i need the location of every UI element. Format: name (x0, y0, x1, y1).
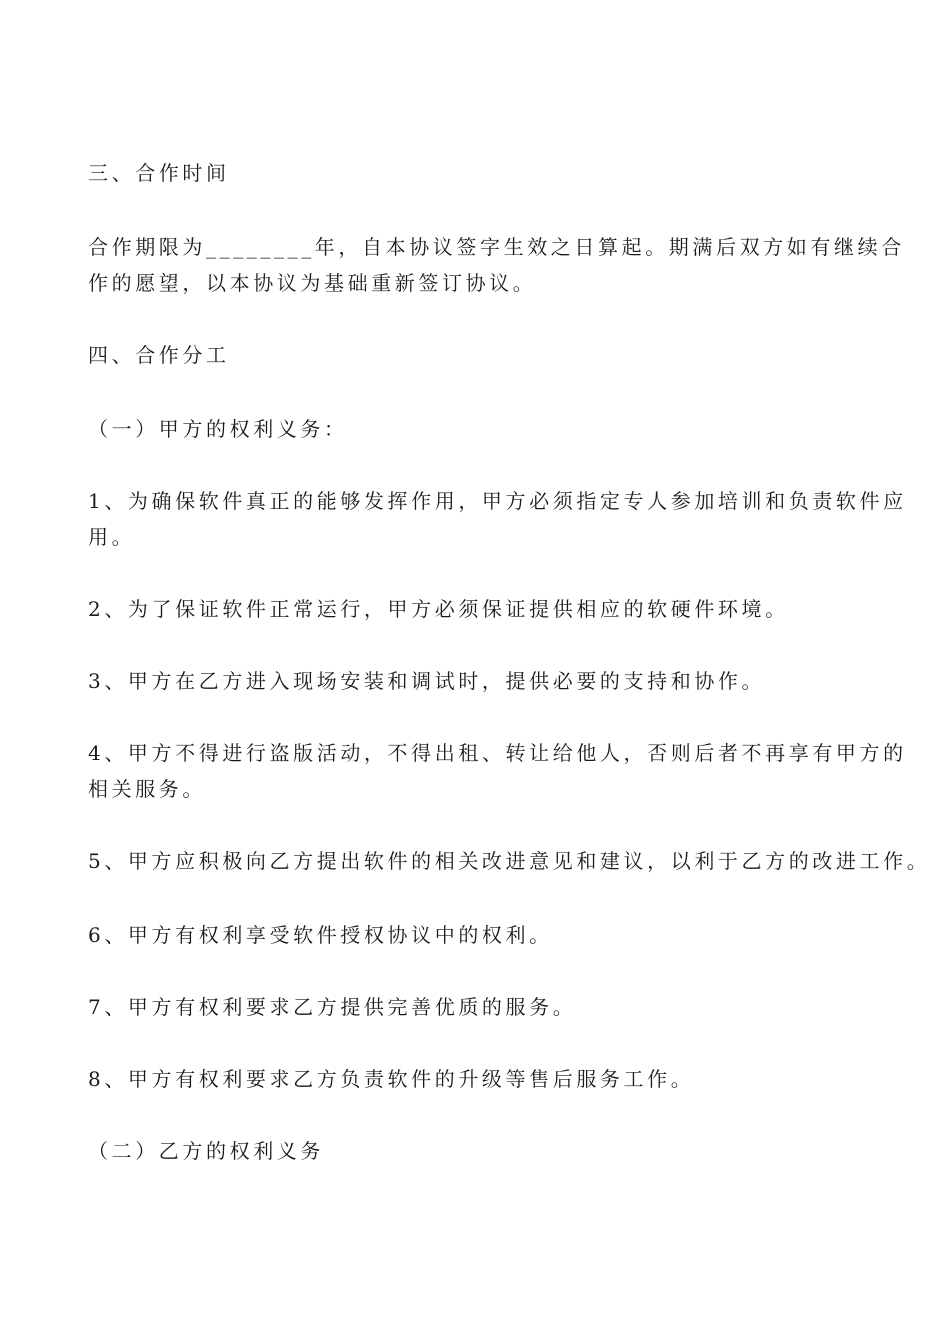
list-item-line: 3、甲方在乙方进入现场安装和调试时，提供必要的支持和协作。 (88, 669, 766, 693)
list-item-7 (88, 989, 878, 1025)
subsection-heading-text: （一）甲方的权利义务： (88, 417, 348, 441)
list-item-8 (88, 1061, 878, 1097)
list-item-line: 2、为了保证软件正常运行，甲方必须保证提供相应的软硬件环境。 (88, 597, 789, 621)
subsection-heading-party-a (88, 411, 878, 447)
subsection-heading-text: （二）乙方的权利义务 (88, 1139, 324, 1163)
paragraph-line: 作的愿望，以本协议为基础重新签订协议。 (88, 271, 537, 295)
list-item-line: 1、为确保软件真正的能够发挥作用，甲方必须指定专人参加培训和负责软件应 (88, 489, 907, 513)
list-item-line: 6、甲方有权利享受软件授权协议中的权利。 (88, 923, 553, 947)
paragraph-line: 合作期限为________年，自本协议签字生效之日算起。期满后双方如有继续合 (88, 235, 905, 259)
list-item-line: 8、甲方有权利要求乙方负责软件的升级等售后服务工作。 (88, 1067, 695, 1091)
list-item-line: 5、甲方应积极向乙方提出软件的相关改进意见和建议，以利于乙方的改进工作。 (88, 849, 931, 873)
list-item-2 (88, 591, 878, 627)
subsection-heading-party-b (88, 1133, 878, 1169)
paragraph-cooperation-term (88, 229, 905, 301)
list-item-line: 7、甲方有权利要求乙方提供完善优质的服务。 (88, 995, 577, 1019)
section-heading-division-of-work (88, 337, 878, 373)
section-heading-cooperation-time (88, 155, 878, 191)
list-item-5 (88, 843, 931, 879)
section-heading-text: 四、合作分工 (88, 343, 230, 367)
list-item-line: 4、甲方不得进行盗版活动，不得出租、转让给他人，否则后者不再享有甲方的 (88, 741, 907, 765)
list-item-3 (88, 663, 878, 699)
list-item-6 (88, 917, 878, 953)
list-item-1 (88, 483, 907, 555)
list-item-line: 相关服务。 (88, 777, 206, 801)
section-heading-text: 三、合作时间 (88, 161, 230, 185)
list-item-line: 用。 (88, 525, 136, 549)
list-item-4 (88, 735, 907, 807)
